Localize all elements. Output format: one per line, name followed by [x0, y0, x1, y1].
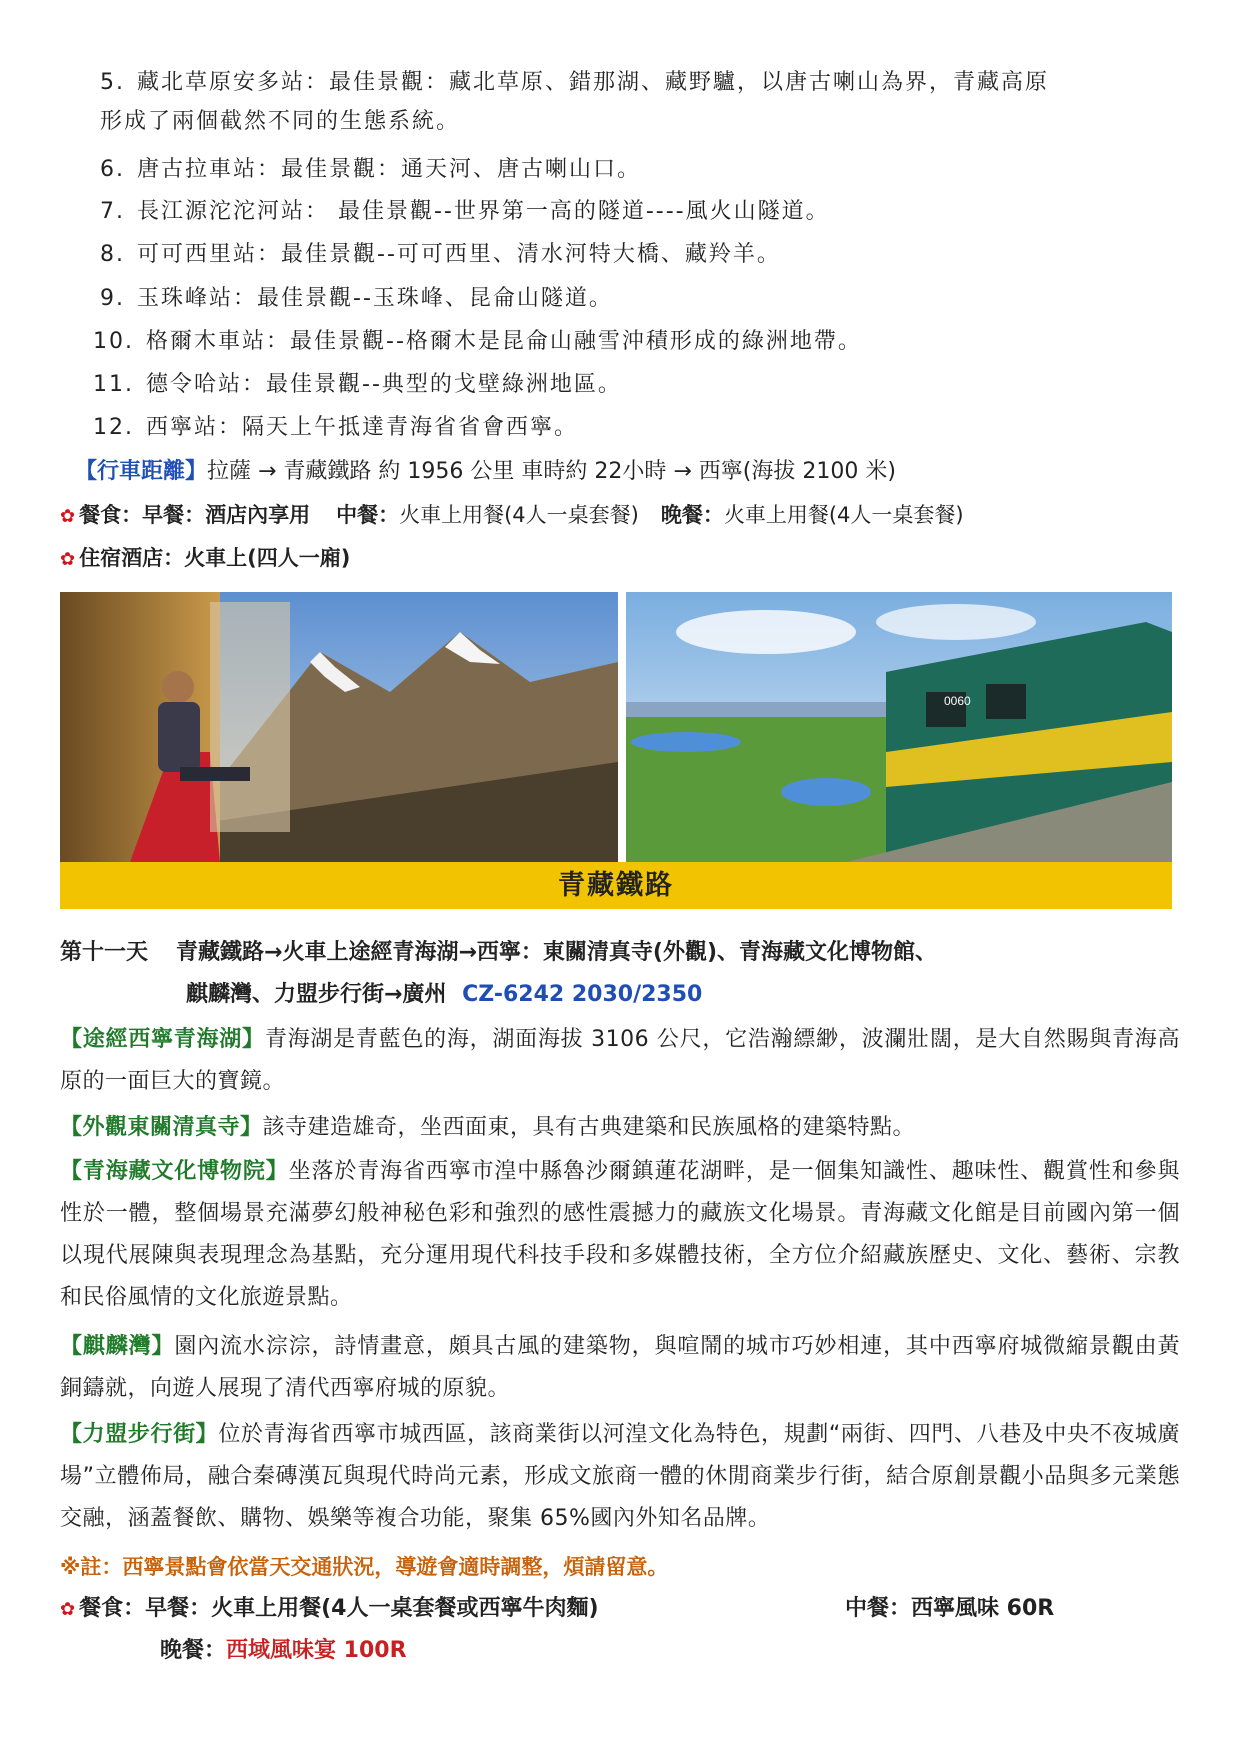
dinner-day11: [160, 1636, 407, 1666]
flower-icon: ✿: [60, 549, 76, 570]
station-text: 玉珠峰站：最佳景觀--玉珠峰、昆侖山隧道。: [137, 286, 613, 311]
flower-icon: ✿: [60, 506, 76, 527]
station-item: [93, 413, 578, 443]
dinner-value: 火車上用餐(4人一桌套餐): [723, 503, 964, 527]
day-route-line1: 青藏鐵路→火車上途經青海湖→西寧：東關清真寺(外觀)、青海藏文化博物館、: [176, 940, 937, 965]
station-text: 格爾木車站：最佳景觀--格爾木是昆侖山融雪沖積形成的綠洲地帶。: [146, 329, 862, 354]
station-number: 10.: [93, 329, 134, 354]
station-text: 唐古拉車站：最佳景觀：通天河、唐古喇山口。: [137, 157, 642, 182]
dinner-label: 晚餐：: [660, 503, 724, 527]
day-heading: [60, 938, 937, 968]
station-item: [100, 240, 781, 270]
itinerary-note: ※註：西寧景點會依當天交通狀況，導遊會適時調整，煩請留意。: [60, 1555, 669, 1579]
section-tibetan-museum: [60, 1151, 1180, 1319]
travel-distance: [75, 457, 896, 487]
station-item-continuation: 形成了兩個截然不同的生態系統。: [100, 109, 461, 134]
station-text: 德令哈站：最佳景觀--典型的戈壁綠洲地區。: [146, 372, 622, 397]
meals-day10: [60, 500, 964, 532]
station-item: [100, 155, 641, 185]
section-title: 【青海藏文化博物院】: [60, 1159, 289, 1184]
meals-day11: [60, 1594, 599, 1625]
section-text: 位於青海省西寧市城西區，該商業街以河湟文化為特色，規劃“兩街、四門、八巷及中央不夜城廣場”立體佈局，融合秦磚漢瓦與現代時尚元素，形成文旅商一體的休閒商業步行街，結合原創景觀小品與多元業態交融，涵蓋餐飲、購物、娛樂等複合功能，聚集 65%國內外知名品牌。: [60, 1422, 1180, 1531]
station-number: 7.: [100, 199, 125, 224]
station-item: [93, 327, 862, 357]
lunch-value: 西寧風味 60R: [911, 1596, 1055, 1621]
station-text: 可可西里站：最佳景觀--可可西里、清水河特大橋、藏羚羊。: [137, 242, 781, 267]
station-number: 9.: [100, 286, 125, 311]
station-item: [100, 284, 613, 314]
lunch-label: 中餐：: [845, 1596, 912, 1621]
station-text: 長江源沱沱河站： 最佳景觀--世界第一高的隧道----風火山隧道。: [137, 199, 830, 224]
breakfast-label: 早餐：: [145, 1596, 212, 1621]
section-title: 【途經西寧青海湖】: [60, 1027, 265, 1052]
breakfast-value: 酒店內享用: [205, 503, 311, 527]
section-dongguan-mosque: [60, 1107, 1180, 1149]
section-title: 【外觀東關清真寺】: [60, 1115, 263, 1140]
hotel-label: 住宿酒店：: [79, 546, 185, 570]
lunch-value: 火車上用餐(4人一桌套餐): [399, 503, 639, 527]
section-title: 【力盟步行街】: [60, 1422, 219, 1447]
green-train-photo: [626, 592, 1172, 862]
section-limeng-street: [60, 1414, 1180, 1540]
section-title: 【麒麟灣】: [60, 1334, 175, 1359]
station-item: [93, 370, 622, 400]
flower-icon: ✿: [60, 1599, 76, 1620]
section-text: 青海湖是青藍色的海，湖面海拔 3106 公尺，它浩瀚縹緲，波瀾壯闊，是大自然賜與青海高原的一面巨大的寶鏡。: [60, 1027, 1180, 1094]
breakfast-label: 早餐：: [142, 503, 206, 527]
photo-caption: 青藏鐵路: [558, 870, 674, 901]
day-label: 第十一天: [60, 940, 149, 965]
hotel-value: 火車上(四人一廂): [184, 546, 351, 570]
lunch-day11: [845, 1594, 1054, 1624]
station-number: 11.: [93, 372, 134, 397]
station-number: 5.: [100, 70, 125, 95]
photo-caption-bar: [60, 862, 1172, 909]
station-text: 西寧站：隔天上午抵達青海省省會西寧。: [146, 415, 579, 440]
section-text: 坐落於青海省西寧市湟中縣魯沙爾鎮蓮花湖畔，是一個集知識性、趣味性、觀賞性和參與性於一體，整個場景充滿夢幻般神秘色彩和強烈的感性震撼力的藏族文化場景。青海藏文化館是目前國內第一個以現代展陳與表現理念為基點，充分運用現代科技手段和多媒體技術，全方位介紹藏族歷史、文化、藝術、宗教和民俗風情的文化旅遊景點。: [60, 1159, 1180, 1310]
section-qilin-bay: [60, 1326, 1180, 1410]
section-qinghai-lake: [60, 1019, 1180, 1103]
station-text: 藏北草原安多站：最佳景觀：藏北草原、錯那湖、藏野驢，以唐古喇山為界，青藏高原: [137, 70, 1050, 95]
breakfast-value: 火車上用餐(4人一桌套餐或西寧牛肉麵): [211, 1596, 599, 1621]
dinner-value: 西域風味宴 100R: [226, 1638, 407, 1663]
section-text: 園內流水淙淙，詩情畫意，頗具古風的建築物，與喧鬧的城市巧妙相連，其中西寧府城微縮景觀由黃銅鑄就，向遊人展現了清代西寧府城的原貌。: [60, 1334, 1180, 1401]
station-number: 8.: [100, 242, 125, 267]
meals-label: 餐食：: [79, 503, 143, 527]
station-item: [100, 197, 830, 227]
distance-label: 【行車距離】: [75, 459, 208, 484]
station-number: 6.: [100, 157, 125, 182]
lunch-label: 中餐：: [336, 503, 400, 527]
train-number-plate: 0060: [944, 694, 971, 708]
section-text: 該寺建造雄奇，坐西面東，具有古典建築和民族風格的建築特點。: [262, 1115, 916, 1140]
train-window-photo: [60, 592, 618, 862]
qinghai-tibet-railway-photos: [60, 592, 1172, 909]
hotel-day10: [60, 543, 350, 575]
day-route-line2: 麒麟灣、力盟步行街→廣州: [186, 982, 447, 1007]
distance-text: 拉薩 → 青藏鐵路 約 1956 公里 車時約 22小時 → 西寧(海拔 2100 米): [207, 459, 896, 484]
station-item: [100, 68, 1049, 98]
flight-info: CZ-6242 2030/2350: [462, 982, 703, 1007]
day-route-line2-row: [186, 980, 702, 1010]
station-number: 12.: [93, 415, 134, 440]
dinner-label: 晚餐：: [160, 1638, 227, 1663]
meals-label: 餐食：: [79, 1596, 146, 1621]
